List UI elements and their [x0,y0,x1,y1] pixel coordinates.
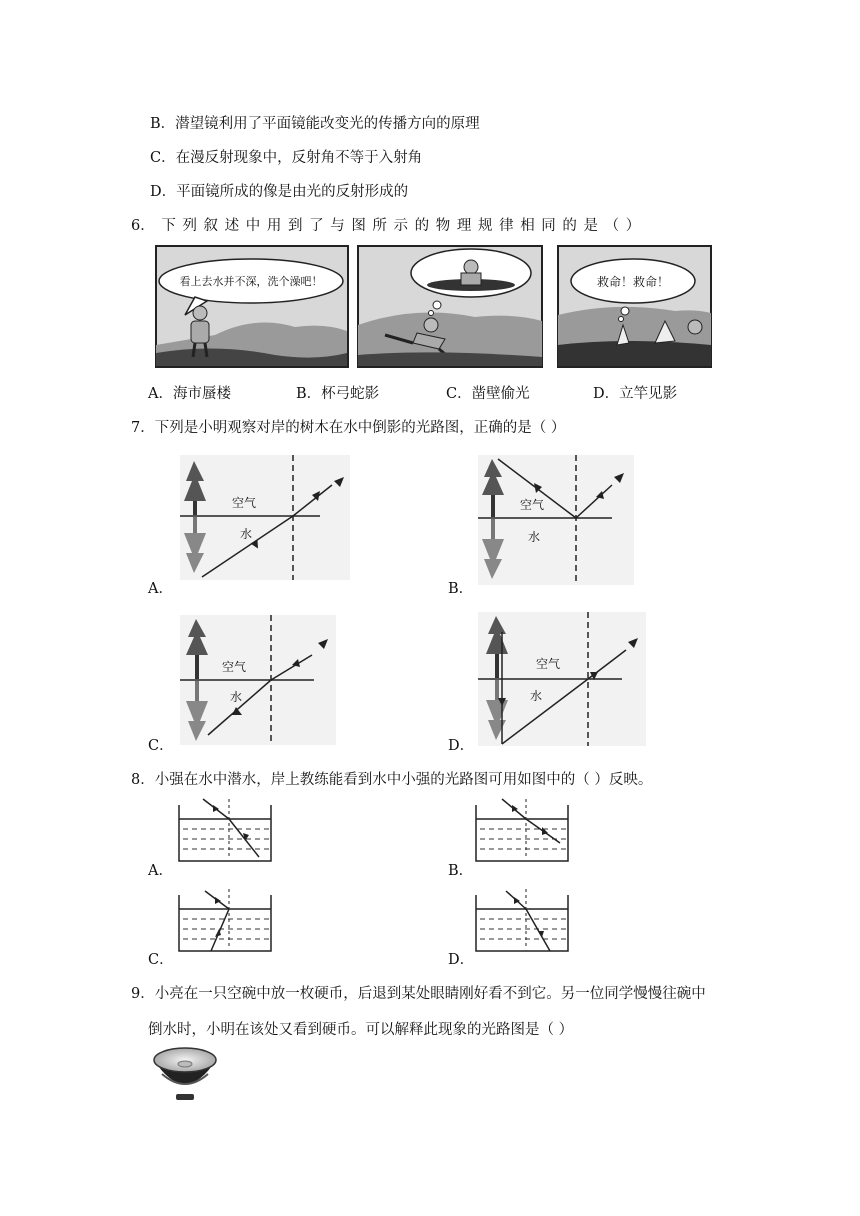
water-label: 水 [240,527,253,541]
q6-option-d: D．立竿见影 [593,386,678,402]
q8-figure-c [175,887,275,955]
q7-figure-d [478,612,646,746]
cartoon-panel-3 [558,246,711,367]
q6-option-b: B．杯弓蛇影 [296,386,380,402]
q7-stem: 7．下列是小明观察对岸的树木在水中倒影的光路图，正确的是（ ） [131,420,566,436]
q6-cartoon-strip [155,245,713,369]
panel1-speech: 看上去水并不深，洗个澡吧！ [179,275,323,288]
water-label: 水 [230,690,243,704]
q7-figure-a [180,455,350,580]
air-label: 空气 [536,657,561,671]
q8-label-b: B． [448,863,474,879]
cartoon-panel-1 [156,246,348,367]
bowl-photo [152,1044,218,1102]
q7-label-a: A． [148,581,173,597]
q8-figure-a [175,797,275,865]
q7-label-c: C． [148,738,174,754]
q5-option-c: C．在漫反射现象中，反射角不等于入射角 [150,150,423,166]
air-label: 空气 [232,496,257,510]
q7-figure-b [478,455,634,585]
coin-icon [178,1061,192,1067]
panel3-speech: 救命！救命！ [596,275,670,289]
q8-label-c: C． [148,952,174,968]
q8-figure-b [472,797,572,865]
q7-figure-c [180,615,336,745]
air-label: 空气 [222,660,247,674]
q9-stem-line1: 9．小亮在一只空碗中放一枚硬币，后退到某处眼睛刚好看不到它。另一位同学慢慢往碗中 [131,986,706,1002]
q7-label-d: D． [448,738,475,754]
q8-label-d: D． [448,952,475,968]
q6-option-a: A．海市蜃楼 [148,386,231,402]
q8-figure-d [472,887,572,955]
cartoon-panel-2 [358,246,542,367]
water-label: 水 [530,689,543,703]
q5-option-b: B．潜望镜利用了平面镜能改变光的传播方向的原理 [150,116,480,132]
q8-stem: 8．小强在水中潜水，岸上教练能看到水中小强的光路图可用如图中的（ ）反映。 [131,772,653,788]
q6-option-c: C．凿壁偷光 [446,386,530,402]
q5-option-d: D．平面镜所成的像是由光的反射形成的 [150,184,409,200]
water-label: 水 [528,530,541,544]
q6-stem: 6． 下 列 叙 述 中 用 到 了 与 图 所 示 的 物 理 规 律 相 同 的 是 （ ） [131,218,641,234]
q9-stem-line2: 倒水时，小明在该处又看到硬币。可以解释此现象的光路图是（ ） [148,1022,574,1038]
q7-label-b: B． [448,581,474,597]
q8-label-a: A． [148,863,173,879]
air-label: 空气 [520,498,545,512]
